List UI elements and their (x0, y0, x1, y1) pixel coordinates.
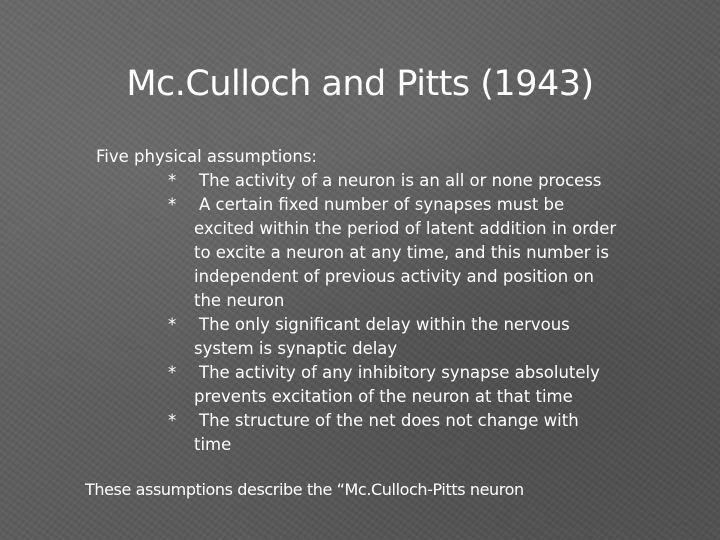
assumption-line: prevents excitation of the neuron at that time (194, 387, 573, 406)
assumption-line: to excite a neuron at any time, and this number is (194, 243, 609, 262)
assumption-line: system is synaptic delay (194, 339, 398, 358)
assumption-list (168, 169, 654, 457)
assumption-line: The activity of a neuron is an all or none process (199, 171, 602, 190)
assumption-line: The only significant delay within the nervous (199, 315, 570, 334)
assumption-line: excited within the period of latent addition in order (194, 219, 617, 238)
assumption-line: the neuron (194, 291, 285, 310)
bullet-marker: * (168, 363, 177, 382)
bullet-marker: * (168, 171, 177, 190)
assumption-line: The structure of the net does not change with (199, 411, 579, 430)
assumption-line: time (194, 435, 232, 454)
assumption-item-2 (168, 193, 654, 313)
footer-text: These assumptions describe the “Mc.Culloch-Pitts neuron (85, 480, 524, 499)
bullet-marker: * (168, 315, 177, 334)
bullet-marker: * (168, 195, 177, 214)
assumption-item-3 (168, 313, 654, 361)
assumption-item-5 (168, 409, 654, 457)
intro-text: Five physical assumptions: (96, 147, 317, 166)
assumption-item-4 (168, 361, 654, 409)
assumption-line: The activity of any inhibitory synapse absolutely (199, 363, 600, 382)
assumption-line: independent of previous activity and position on (194, 267, 594, 286)
assumption-line: A certain fixed number of synapses must be (199, 195, 565, 214)
bullet-marker: * (168, 411, 177, 430)
assumption-item-1 (168, 169, 654, 193)
slide-title: Mc.Culloch and Pitts (1943) (126, 64, 594, 104)
